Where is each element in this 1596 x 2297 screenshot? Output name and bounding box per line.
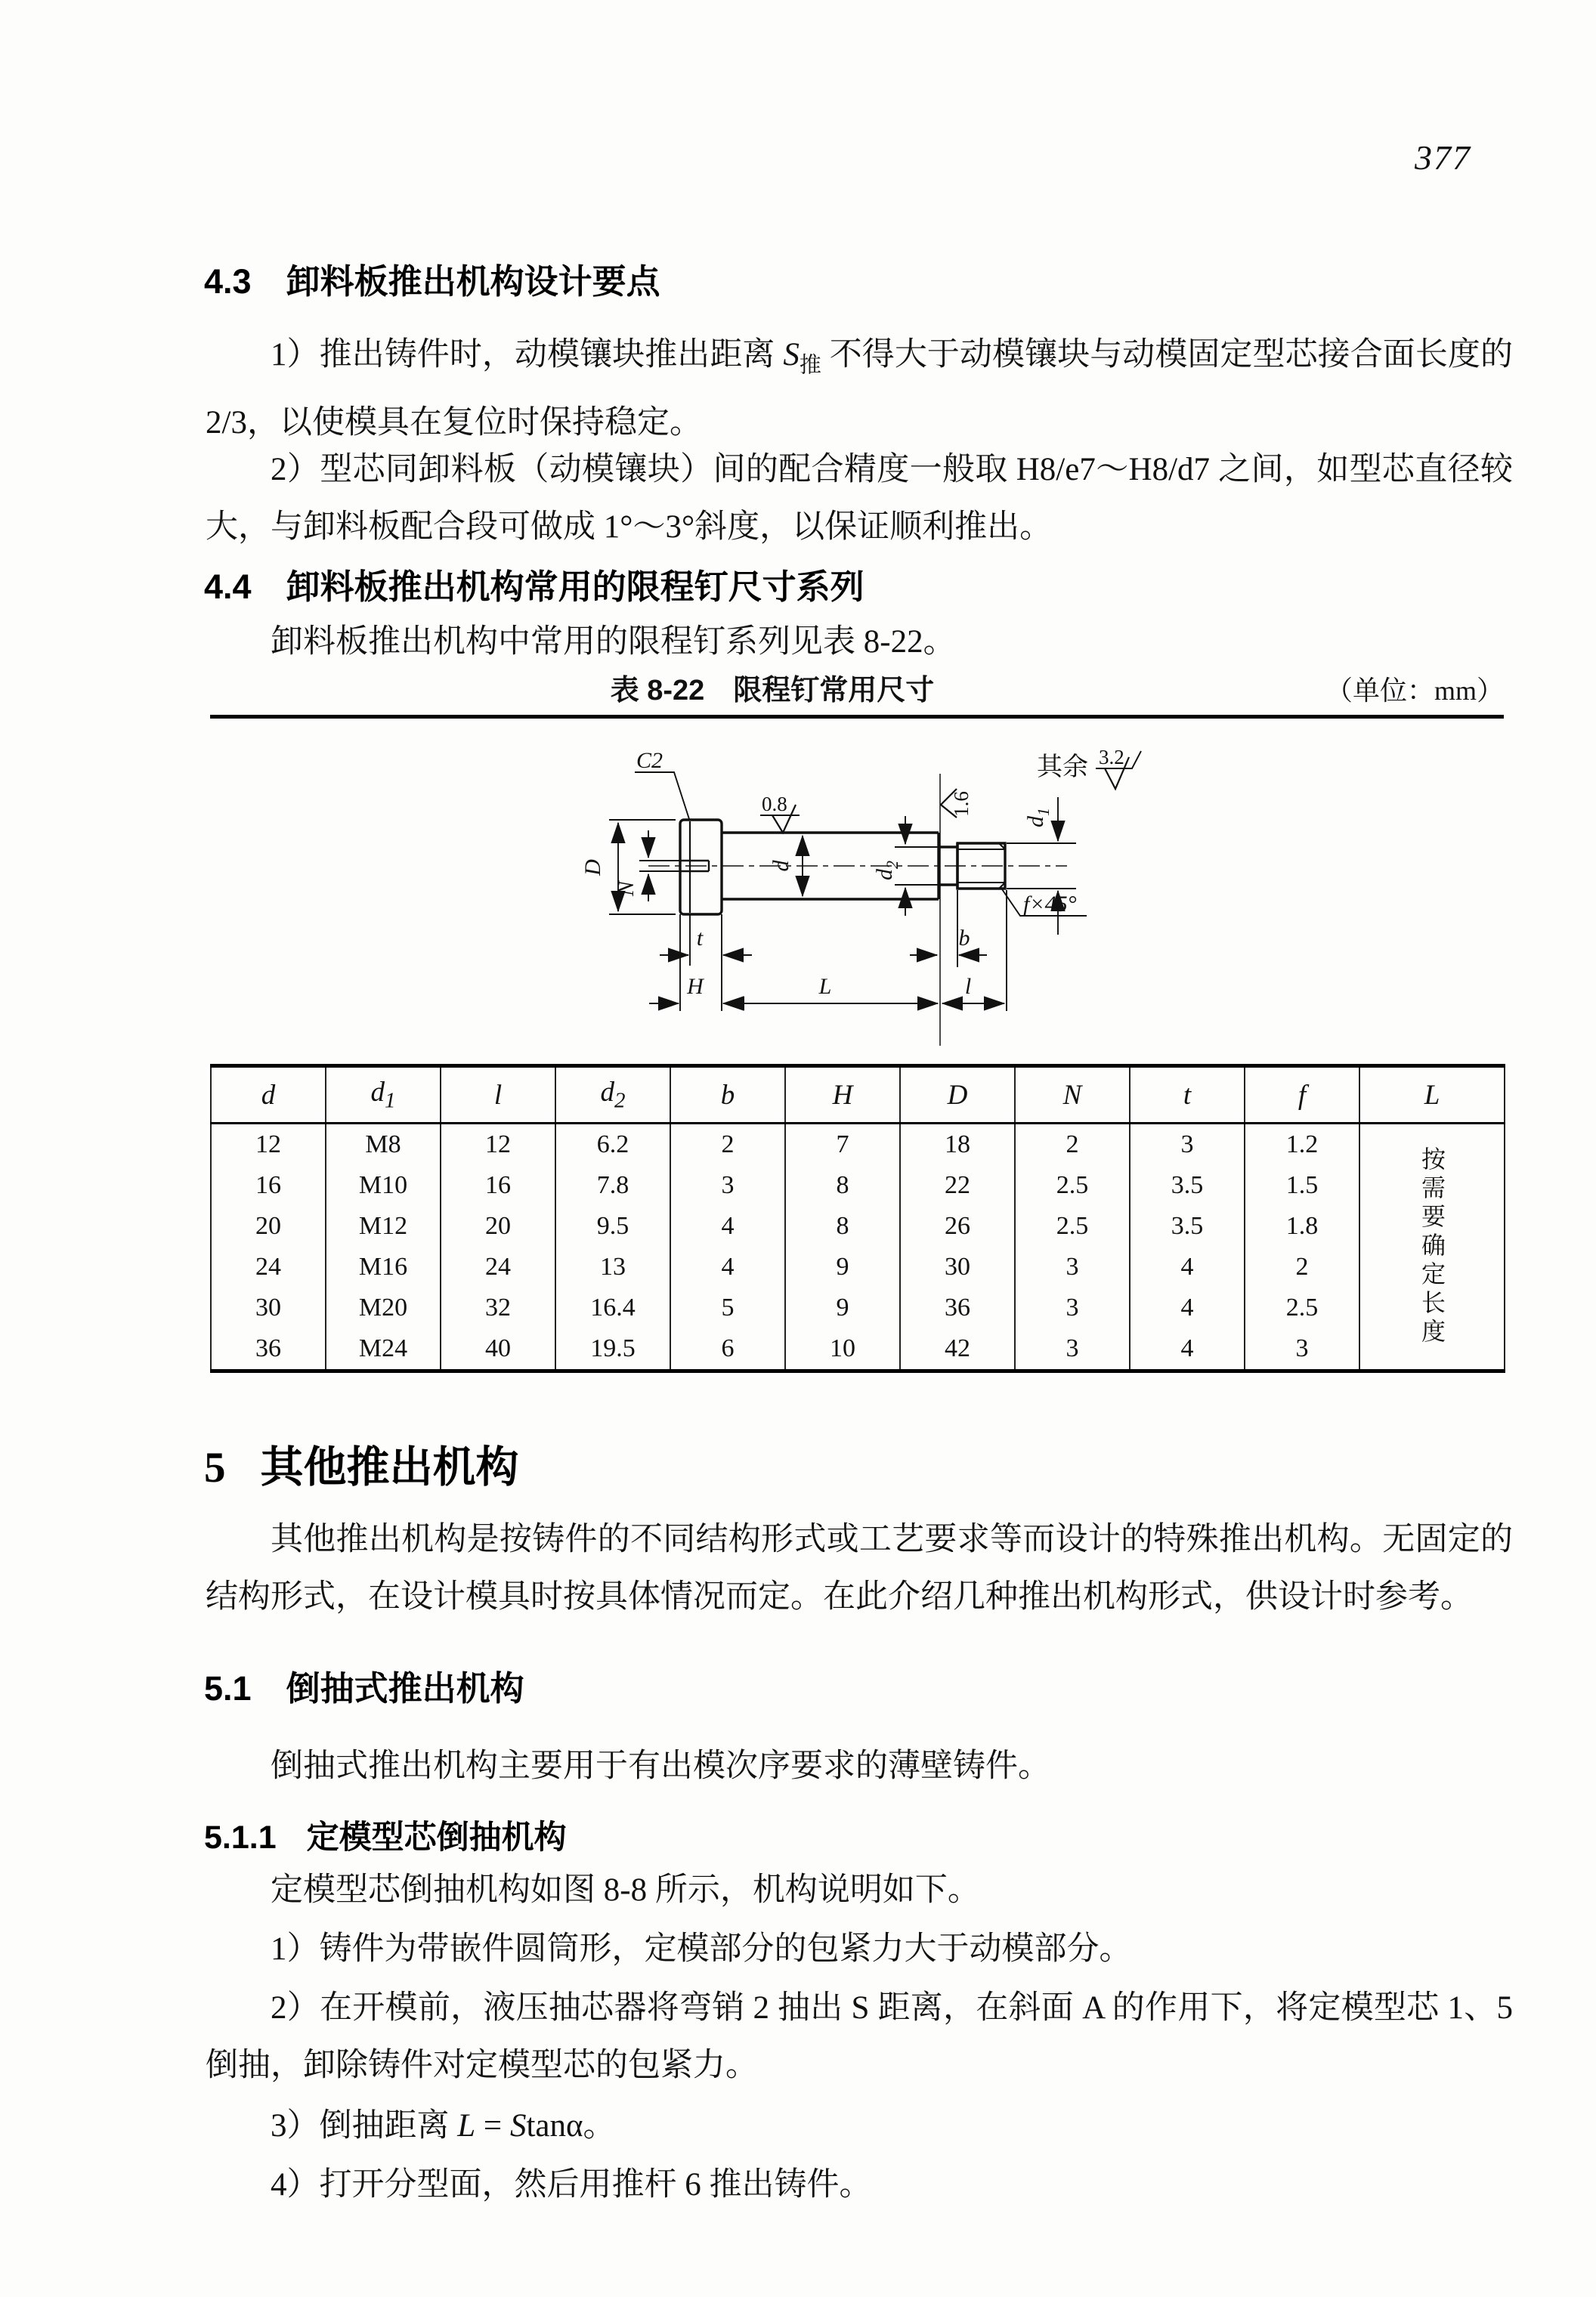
rest-roughness-prefix: 其余 <box>1037 753 1088 781</box>
dim-label-t: t <box>696 926 704 951</box>
table-cell: M20 <box>326 1288 441 1328</box>
dim-label-L: L <box>818 974 832 999</box>
paragraph-4-3-item1: 1）推出铸件时，动模镶块推出距离 $S_推$ 不得大于动模镶块与动模固定型芯接合面长度的 2/3，以使模具在复位时保持稳定。 <box>206 337 1513 441</box>
table-cell: 8 <box>785 1206 900 1247</box>
table-cell: 2 <box>670 1124 785 1166</box>
list-item-3: 3）倒抽距离 L = Stanα。 <box>271 2108 616 2144</box>
table-cell: 12 <box>441 1124 555 1166</box>
table-cell: 19.5 <box>555 1328 670 1371</box>
table-cell: 24 <box>441 1247 555 1288</box>
section-title: 卸料板推出机构常用的限程钉尺寸系列 <box>286 567 865 606</box>
paragraph-4-3-item2: 2）型芯同卸料板（动模镶块）间的配合精度一般取 H8/e7～H8/d7 之间，如型芯直径较大，与卸料板配合段可做成 1°～3°斜度，以保证顺利推出。 <box>206 452 1513 545</box>
table-cell: 32 <box>441 1288 555 1328</box>
section-title: 倒抽式推出机构 <box>286 1669 524 1708</box>
table-cell: 4 <box>1130 1247 1245 1288</box>
column-header: $d_1$ <box>326 1066 441 1124</box>
table-cell: 16 <box>441 1165 555 1206</box>
table-cell: 4 <box>670 1247 785 1288</box>
table-caption: 表 8-22 限程钉常用尺寸 <box>610 675 935 706</box>
paragraph-5-1-intro: 倒抽式推出机构主要用于有出模次序要求的薄壁铸件。 <box>271 1748 1050 1784</box>
column-header: N <box>1015 1066 1130 1124</box>
table-cell: 36 <box>900 1288 1015 1328</box>
table-cell: 16 <box>211 1165 326 1206</box>
table-cell: 16.4 <box>555 1288 670 1328</box>
table-cell: 13 <box>555 1247 670 1288</box>
dim-label-d1: $d_1$ <box>1023 808 1053 827</box>
table-cell: M16 <box>326 1247 441 1288</box>
heading-4-3 <box>204 254 660 303</box>
table-cell: 12 <box>211 1124 326 1166</box>
table-cell: M12 <box>326 1206 441 1247</box>
dim-label-H: H <box>687 974 704 999</box>
heading-5-1 <box>204 1661 524 1710</box>
dim-label-l: l <box>964 974 972 999</box>
table-cell: 22 <box>900 1165 1015 1206</box>
table-cell: 3 <box>1015 1247 1130 1288</box>
paragraph-5-1-1-intro: 定模型芯倒抽机构如图 8-8 所示，机构说明如下。 <box>271 1872 980 1908</box>
table-cell: 9 <box>785 1288 900 1328</box>
dim-label-d2: $d_2$ <box>872 861 902 880</box>
table-cell: 18 <box>900 1124 1015 1166</box>
pin-head <box>680 820 722 914</box>
list-item-4: 4）打开分型面，然后用推杆 6 推出铸件。 <box>271 2167 872 2203</box>
table-row <box>211 1247 1505 1288</box>
table-cell: 7 <box>785 1124 900 1166</box>
roughness-1-6: 1.6 <box>950 791 973 817</box>
section-title: 定模型芯倒抽机构 <box>306 1819 567 1856</box>
table-cell: 2 <box>1015 1124 1130 1166</box>
table-cell: 3 <box>1015 1328 1130 1371</box>
table-cell: 42 <box>900 1328 1015 1371</box>
table-cell: M24 <box>326 1328 441 1371</box>
table-top-rule <box>210 715 1504 719</box>
table-cell: 4 <box>1130 1288 1245 1328</box>
section-number: 5.1 <box>204 1669 252 1708</box>
table-row <box>211 1206 1505 1247</box>
list-item-1: 1）铸件为带嵌件圆筒形，定模部分的包紧力大于动模部分。 <box>271 1931 1132 1967</box>
table-row <box>211 1288 1505 1328</box>
heading-5-1-1 <box>204 1812 567 1858</box>
table-cell: 24 <box>211 1247 326 1288</box>
table-cell: 2 <box>1245 1247 1359 1288</box>
table-cell: 7.8 <box>555 1165 670 1206</box>
table-cell: 9 <box>785 1247 900 1288</box>
table-cell: 6.2 <box>555 1124 670 1166</box>
size-table <box>210 1064 1505 1373</box>
table-cell: 1.5 <box>1245 1165 1359 1206</box>
table-cell: 36 <box>211 1328 326 1371</box>
chamfer-c2-label: C2 <box>636 748 663 773</box>
table-cell: 40 <box>441 1328 555 1371</box>
formula-var-L: L <box>457 2108 476 2144</box>
table-cell: 30 <box>211 1288 326 1328</box>
section-title: 其他推出机构 <box>260 1444 519 1492</box>
table-row <box>211 1165 1505 1206</box>
heading-5 <box>204 1433 519 1495</box>
paragraph-5-intro: 其他推出机构是按铸件的不同结构形式或工艺要求等而设计的特殊推出机构。无固定的结构形式，在设计模具时按具体情况而定。在此介绍几种推出机构形式，供设计时参考。 <box>206 1522 1513 1615</box>
table-cell: 3 <box>1130 1124 1245 1166</box>
symbol-S-push: S <box>783 337 800 373</box>
table-cell: 2.5 <box>1015 1165 1130 1206</box>
table-cell: 3.5 <box>1130 1165 1245 1206</box>
dim-label-D: D <box>580 859 605 876</box>
table-cell: 2.5 <box>1015 1206 1130 1247</box>
length-note-cell: 按需要确定长度 <box>1359 1124 1505 1371</box>
limit-pin-drawing <box>574 740 1179 1058</box>
rest-roughness-value: 3.2 <box>1099 746 1124 768</box>
table-cell: M8 <box>326 1124 441 1166</box>
column-header: D <box>900 1066 1015 1124</box>
paragraph-4-4-intro: 卸料板推出机构中常用的限程钉系列见表 8-22。 <box>271 624 956 660</box>
table-cell: 10 <box>785 1328 900 1371</box>
table-cell: 26 <box>900 1206 1015 1247</box>
table-cell: 6 <box>670 1328 785 1371</box>
heading-4-4 <box>204 559 865 608</box>
formula-var-S: S <box>509 2108 527 2144</box>
table-cell: 4 <box>670 1206 785 1247</box>
column-header: L <box>1359 1066 1505 1124</box>
table-cell: 8 <box>785 1165 900 1206</box>
table-cell: 20 <box>441 1206 555 1247</box>
section-number: 4.3 <box>204 262 252 301</box>
list-item-2: 2）在开模前，液压抽芯器将弯销 2 抽出 S 距离，在斜面 A 的作用下，将定模型芯 1、5 倒抽，卸除铸件对定模型芯的包紧力。 <box>206 1990 1513 2083</box>
table-cell: 1.8 <box>1245 1206 1359 1247</box>
section-number: 5.1.1 <box>204 1819 277 1856</box>
chamfer-f45-note: f×45° <box>1023 892 1077 917</box>
table-cell: 30 <box>900 1247 1015 1288</box>
column-header: b <box>670 1066 785 1124</box>
size-table-header <box>211 1066 1505 1124</box>
table-cell: 3 <box>1015 1288 1130 1328</box>
table-cell: 9.5 <box>555 1206 670 1247</box>
table-cell: M10 <box>326 1165 441 1206</box>
table-cell: 3 <box>1245 1328 1359 1371</box>
column-header: f <box>1245 1066 1359 1124</box>
table-cell: 20 <box>211 1206 326 1247</box>
page-number: 377 <box>1415 138 1471 177</box>
table-cell: 3 <box>670 1165 785 1206</box>
pin-outline <box>680 820 1005 914</box>
column-header: H <box>785 1066 900 1124</box>
section-title: 卸料板推出机构设计要点 <box>286 262 660 301</box>
size-table-body <box>211 1124 1505 1371</box>
table-row <box>211 1328 1505 1371</box>
column-header: l <box>441 1066 555 1124</box>
table-row <box>211 1124 1505 1166</box>
column-header: t <box>1130 1066 1245 1124</box>
table-cell: 4 <box>1130 1328 1245 1371</box>
table-unit-note: （单位：mm） <box>1325 675 1504 706</box>
table-cell: 2.5 <box>1245 1288 1359 1328</box>
table-cell: 3.5 <box>1130 1206 1245 1247</box>
roughness-0-8: 0.8 <box>762 793 787 815</box>
dim-label-b: b <box>958 926 970 951</box>
table-cell: 5 <box>670 1288 785 1328</box>
table-cell: 1.2 <box>1245 1124 1359 1166</box>
dim-label-N: N <box>614 880 639 897</box>
section-number: 4.4 <box>204 567 252 606</box>
dim-label-d: d <box>769 860 793 872</box>
column-header: $d_2$ <box>555 1066 670 1124</box>
section-number: 5 <box>204 1444 226 1492</box>
column-header: d <box>211 1066 326 1124</box>
